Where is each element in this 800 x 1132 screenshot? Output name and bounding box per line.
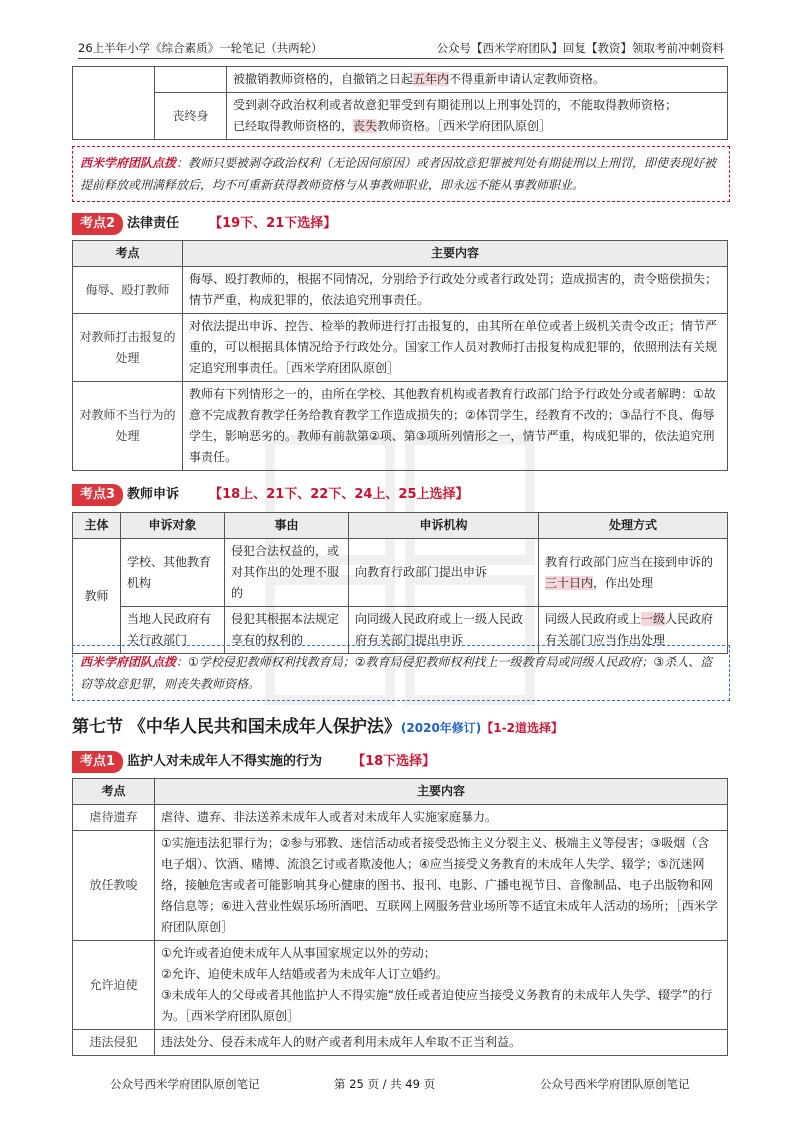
row-key: 虐待遗弃 <box>73 805 155 831</box>
exam-point-title: 教师申诉 <box>127 487 180 502</box>
highlight-text: 丧失 <box>353 119 378 133</box>
row-key: 违法侵犯 <box>73 1030 155 1056</box>
table-cell <box>539 539 728 607</box>
table-cell: 违法处分、侵吞未成年人的财产或者利用未成年人牟取不正当利益。 <box>155 1030 728 1056</box>
row-key: 侮辱、殴打教师 <box>73 267 183 314</box>
exam-point-tag: 【18下选择】 <box>352 754 436 769</box>
table-cell: 学校、其他教育机构 <box>121 539 225 607</box>
cell-text: 人民政府有关部门应当作出处理 <box>545 612 714 647</box>
cell-text: ，作出处理 <box>593 575 654 590</box>
guardian-prohibited-table <box>72 778 728 1056</box>
tip-label: 西米学府团队点拨 <box>80 156 177 170</box>
cell-line: ②允许、迫使未成年人结婚或者为未成年人订立婚约。 <box>161 967 448 981</box>
cell-line: ①允许或者迫使未成年人从事国家规定以外的劳动； <box>161 946 436 960</box>
column-header: 事由 <box>225 513 349 539</box>
cell-text: 同级人民政府或上 <box>545 612 642 626</box>
highlight-text: 五年内 <box>413 72 450 86</box>
exam-point-title: 监护人对未成年人不得实施的行为 <box>127 754 323 769</box>
tip-text: ：①学校侵犯教师权利找教育局；②教育局侵犯教师权利找上一级教育局或同级人民政府；③杀人、盗窃等故意犯罪，则丧失教师资格。 <box>80 655 713 691</box>
table-row <box>73 831 728 941</box>
column-header: 主要内容 <box>155 779 728 805</box>
table-cell <box>155 941 728 1030</box>
exam-point-heading <box>72 751 435 773</box>
section-tag: 【1-2道选择】 <box>481 721 563 735</box>
highlight-text: 一级 <box>641 612 666 626</box>
table-header-row <box>73 779 728 805</box>
tip-text: ：教师只要被剥夺政治权利（无论因何原因）或者因故意犯罪被判处有期徒刑以上刑罚，即使表现好被提前释放或刑满释放后，均不可重新获得教师资格与从事教师职业，即永远不能从事教师职业。 <box>80 156 717 192</box>
exam-point-tag: 【19下、21下选择】 <box>209 216 337 231</box>
table-row <box>73 267 728 314</box>
table-cell: 向教育行政部门提出申诉 <box>349 539 539 607</box>
row-key: 对教师打击报复的处理 <box>73 314 183 382</box>
table-header-row <box>73 241 728 267</box>
column-header: 主体 <box>73 513 121 539</box>
table-cell: 当地人民政府有关行政部门 <box>121 607 225 654</box>
cell-text: 不得重新申请认定教师资格。 <box>449 72 606 86</box>
cell-line: ③未成年人的父母或者其他监护人不得实施“放任或者迫使应当接受义务教育的未成年人失学、辍学”的行为。［西米学府团队原创］ <box>161 988 713 1023</box>
column-header: 主要内容 <box>183 241 728 267</box>
table-cell: 对依法提出申诉、控告、检举的教师进行打击报复的，由其所在单位或者上级机关责令改正；情节严重的，可以根据具体情况给予行政处分。国家工作人员对教师打击报复构成犯罪的，依照刑法有关规定追究刑事责任。［西米学府团队原创］ <box>183 314 728 382</box>
column-header: 考点 <box>73 779 155 805</box>
table-row <box>73 539 728 607</box>
exam-point-badge: 考点2 <box>72 213 123 235</box>
row-key: 放任教唆 <box>73 831 155 941</box>
table-row <box>73 1030 728 1056</box>
tip-box <box>72 645 730 701</box>
table-cell: 侮辱、殴打教师的，根据不同情况，分别给予行政处分或者行政处罚；造成损害的，责令赔偿损失；情节严重，构成犯罪的，依法追究刑事责任。 <box>183 267 728 314</box>
row-key: 对教师不当行为的处理 <box>73 382 183 471</box>
column-header: 申诉机构 <box>349 513 539 539</box>
section-title-text: 第七节 《中华人民共和国未成年人保护法》 <box>72 717 401 737</box>
table-row <box>73 805 728 831</box>
cell-text: 教师资格。［西米学府团队原创］ <box>377 119 552 133</box>
teacher-appeal-table <box>72 512 728 654</box>
section-year: (2020年修订) <box>400 721 482 735</box>
subject-cell: 教师 <box>73 539 121 654</box>
column-header: 处理方式 <box>539 513 728 539</box>
exam-point-badge: 考点1 <box>72 751 123 773</box>
table-cell-empty <box>73 67 155 140</box>
table-row <box>73 314 728 382</box>
column-header: 考点 <box>73 241 183 267</box>
header-left-text: 26上半年小学《综合素质》一轮笔记（共两轮） <box>78 41 323 55</box>
highlight-text: 三十日内 <box>545 575 594 590</box>
footer-right-text: 公众号西米学府团队原创笔记 <box>540 1077 690 1091</box>
table-cell: 侵犯合法权益的，或对其作出的处理不服的 <box>225 539 349 607</box>
table-row <box>73 382 728 471</box>
row-key: 允许迫使 <box>73 941 155 1030</box>
tip-box <box>72 146 730 202</box>
header-right-text: 公众号【西米学府团队】回复【教资】领取考前冲刺资料 <box>436 41 724 55</box>
table-cell: ①实施违法犯罪行为；②参与邪教、迷信活动或者接受恐怖主义分裂主义、极端主义等侵害；③吸烟（含电子烟）、饮酒、赌博、流浪乞讨或者欺凌他人；④应当接受义务教育的未成年人失学、辍学；⑤沉迷网络，接触危害或者可能影响其身心健康的图书、报刊、电影、广播电视节目、音像制品、电子出版物和网络信息等；⑥进入营业性娱乐场所酒吧、互联网上网服务营业场所等不适宜未成年人活动的场所；［西米学府团队原创］ <box>155 831 728 941</box>
table-row <box>73 67 728 93</box>
cell-text: 教育行政部门应当在接到申诉的 <box>545 554 714 569</box>
cell-text: 已经取得教师资格的， <box>233 119 354 133</box>
cell-text: 受到剥夺政治权利或者故意犯罪受到有期徒刑以上刑事处罚的，不能取得教师资格； <box>233 98 678 112</box>
table-cell: 侵犯其根据本法规定享有的权利的 <box>225 607 349 654</box>
table-cell <box>227 93 728 140</box>
exam-point-tag: 【18上、21下、22下、24上、25上选择】 <box>209 487 469 502</box>
exam-point-heading <box>72 484 469 506</box>
page-number: 第 25 页 / 共 49 页 <box>334 1077 436 1091</box>
table-row <box>73 93 728 140</box>
table-cell: 教师有下列情形之一的，由所在学校、其他教育机构或者教育行政部门给予行政处分或者解聘：①故意不完成教育教学任务给教育教学工作造成损失的；②体罚学生，经教育不改的；③品行不良、侮辱学生，影响恶劣的。教师有前款第②项、第③项所列情形之一，情节严重，构成犯罪的，依法追究刑事责任。 <box>183 382 728 471</box>
table-cell: 向同级人民政府或上一级人民政府有关部门提出申诉 <box>349 607 539 654</box>
page-header <box>78 38 724 59</box>
exam-point-badge: 考点3 <box>72 484 123 506</box>
legal-liability-table <box>72 240 728 471</box>
table-header-row <box>73 513 728 539</box>
section-title <box>72 712 563 737</box>
table-cell <box>227 67 728 93</box>
exam-point-heading <box>72 213 336 235</box>
column-header: 申诉对象 <box>121 513 225 539</box>
exam-point-title: 法律责任 <box>127 216 180 231</box>
cell-text: 被撤销教师资格的，自撤销之日起 <box>233 72 414 86</box>
row-key: 丧终身 <box>155 93 227 140</box>
table-cell-empty <box>155 67 227 93</box>
tip-label: 西米学府团队点拨 <box>80 655 177 669</box>
qualification-table <box>72 66 728 140</box>
table-row <box>73 941 728 1030</box>
footer-left-text: 公众号西米学府团队原创笔记 <box>110 1077 260 1091</box>
table-cell: 虐待、遗弃、非法送养未成年人或者对未成年人实施家庭暴力。 <box>155 805 728 831</box>
